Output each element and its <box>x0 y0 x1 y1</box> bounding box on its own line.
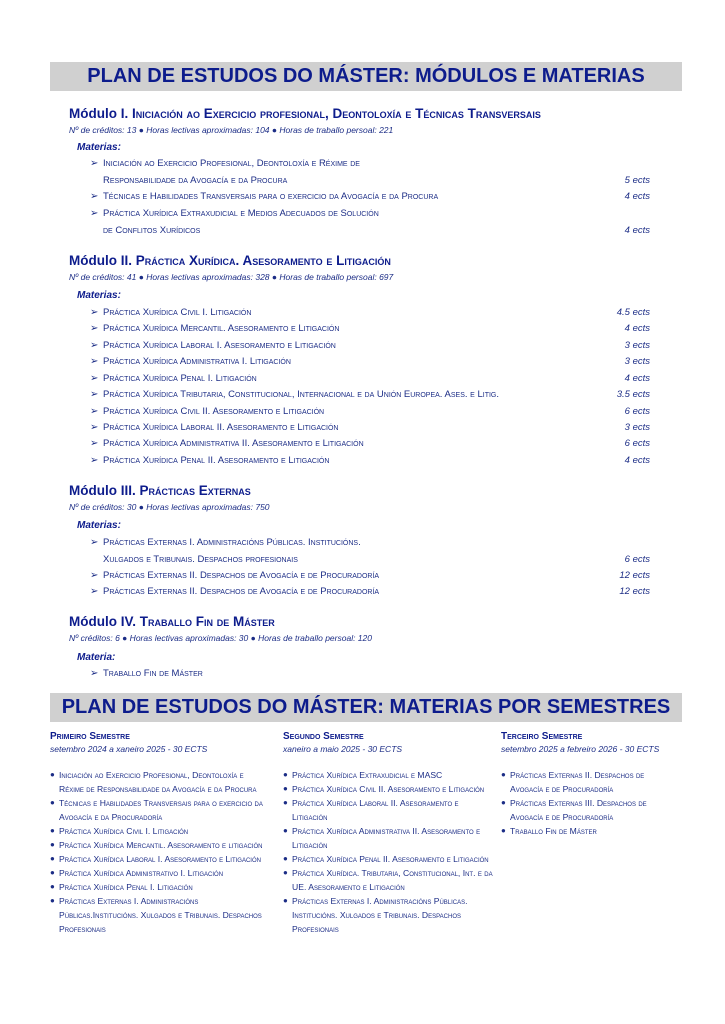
semester-list-item <box>50 824 265 838</box>
module-3-prefix: Módulo III. <box>69 483 136 498</box>
materia-ects: 3 ects <box>624 422 650 433</box>
list-item <box>90 208 650 223</box>
list-item <box>90 586 650 601</box>
semester-3-title: Terceiro Semestre <box>501 731 583 742</box>
arrow-bullet-icon: ➢ <box>90 406 99 417</box>
list-item <box>90 438 650 453</box>
semester-item-text: Práctica Xurídica Penal II. Asesoramento e Litigación <box>292 854 489 864</box>
list-item <box>90 570 650 585</box>
semester-item-text: Prácticas Externas I. Administracións Públicas. Institucións. Xulgados e Tribunais. Despachos Profesionais <box>292 896 468 934</box>
list-item <box>90 406 650 421</box>
materia-ects: 3 ects <box>624 356 650 367</box>
semester-list-item <box>501 768 679 796</box>
materia-ects: 12 ects <box>619 586 650 597</box>
module-3-title <box>69 483 251 498</box>
bullet-icon: ● <box>283 826 288 835</box>
arrow-bullet-icon: ➢ <box>90 158 99 169</box>
section-header-modules: PLAN DE ESTUDOS DO MÁSTER: MÓDULOS E MATERIAS <box>50 62 682 91</box>
semester-item-text: Práctica Xurídica Civil II. Asesoramento e Litigación <box>292 784 485 794</box>
bullet-icon: ● <box>50 798 55 807</box>
semester-1-title: Primeiro Semestre <box>50 731 130 742</box>
list-item <box>90 323 650 338</box>
arrow-bullet-icon: ➢ <box>90 307 99 318</box>
module-1-meta: Nº de créditos: 13 ● Horas lectivas aproximadas: 104 ● Horas de traballo persoal: 221 <box>69 125 394 135</box>
semester-list-item <box>283 852 493 866</box>
materia-name: Práctica Xurídica Civil II. Asesoramento e Litigación <box>103 406 325 417</box>
materia-name: Prácticas Externas II. Despachos de Avogacía e de Procuradoría <box>103 570 380 581</box>
materia-name: Práctica Xurídica Laboral I. Asesoramento e Litigación <box>103 340 336 351</box>
semester-list-item <box>50 796 265 824</box>
bullet-icon: ● <box>50 896 55 905</box>
materia-name: Prácticas Externas I. Administracións Públicas. Institucións. <box>103 537 361 548</box>
materia-ects: 12 ects <box>619 570 650 581</box>
semester-item-text: Práctica Xurídica Laboral II. Asesoramento e Litigación <box>292 798 459 822</box>
materia-name-cont: de Conflitos Xurídicos <box>103 225 201 236</box>
materia-ects: 4 ects <box>624 191 650 202</box>
list-item <box>90 356 650 371</box>
semester-item-text: Práctica Xurídica Laboral I. Asesoramento e Litigación <box>59 854 261 864</box>
bullet-icon: ● <box>501 826 506 835</box>
semester-item-text: Técnicas e Habilidades Transversais para o exercicio da Avogacía e da Procuradoría <box>59 798 263 822</box>
semester-list-item <box>50 838 265 852</box>
semester-item-text: Práctica Xurídica Penal I. Litigación <box>59 882 193 892</box>
module-4-title <box>69 614 275 629</box>
bullet-icon: ● <box>50 882 55 891</box>
arrow-bullet-icon: ➢ <box>90 537 99 548</box>
materia-name: Técnicas e Habilidades Transversais para o exercicio da Avogacía e da Procura <box>103 191 439 202</box>
module-1-title <box>69 106 541 121</box>
semester-list-item <box>283 894 493 936</box>
semester-list-item <box>50 880 265 894</box>
materia-ects: 5 ects <box>624 175 650 186</box>
semester-item-text: Iniciación ao Exercicio Profesional, Deontoloxía e Réxime de Responsabilidade da Avogacía e da Procura <box>59 770 257 794</box>
semester-3-list <box>501 768 679 838</box>
materia-name: Práctica Xurídica Laboral II. Asesoramento e Litigación <box>103 422 339 433</box>
semester-item-text: Práctica Xurídica Extraxudicial e MASC <box>292 770 443 780</box>
bullet-icon: ● <box>283 784 288 793</box>
bullet-icon: ● <box>50 854 55 863</box>
materia-ects: 4.5 ects <box>616 307 650 318</box>
semester-item-text: Prácticas Externas I. Administracións Públicas.Institucións. Xulgados e Tribunais. Despachos Profesionais <box>59 896 262 934</box>
bullet-icon: ● <box>501 770 506 779</box>
section-header-semesters: PLAN DE ESTUDOS DO MÁSTER: MATERIAS POR SEMESTRES <box>50 693 682 722</box>
bullet-icon: ● <box>50 826 55 835</box>
semester-3-column <box>501 731 679 838</box>
arrow-bullet-icon: ➢ <box>90 668 99 679</box>
arrow-bullet-icon: ➢ <box>90 191 99 202</box>
semester-item-text: Práctica Xurídica Administrativa II. Asesoramento e Litigación <box>292 826 481 850</box>
semester-list-item <box>50 866 265 880</box>
bullet-icon: ● <box>283 896 288 905</box>
semester-2-subtitle: xaneiro a maio 2025 - 30 ECTS <box>283 744 403 754</box>
module-1-prefix: Módulo I. <box>69 106 129 121</box>
bullet-icon: ● <box>50 868 55 877</box>
materia-ects: 4 ects <box>624 373 650 384</box>
list-item <box>90 158 650 173</box>
materia-name: Práctica Xurídica Administrativa I. Litigación <box>103 356 291 367</box>
arrow-bullet-icon: ➢ <box>90 373 99 384</box>
semester-item-text: Prácticas Externas II. Despachos de Avogacía e de Procuradoría <box>510 770 645 794</box>
semester-2-list <box>283 768 493 936</box>
arrow-bullet-icon: ➢ <box>90 586 99 597</box>
module-3-name: Prácticas Externas <box>139 483 251 498</box>
materia-ects: 4 ects <box>624 455 650 466</box>
materia-name: Práctica Xurídica Civil I. Litigación <box>103 307 252 318</box>
list-item <box>90 668 650 683</box>
arrow-bullet-icon: ➢ <box>90 570 99 581</box>
module-2-name: Práctica Xurídica. Asesoramento e Litigación <box>135 253 391 268</box>
materia-name-cont: Xulgados e Tribunais. Despachos profesionais <box>103 554 298 565</box>
semester-1-subtitle: setembro 2024 a xaneiro 2025 - 30 ECTS <box>50 744 208 754</box>
bullet-icon: ● <box>50 770 55 779</box>
semester-1-list <box>50 768 265 936</box>
bullet-icon: ● <box>501 798 506 807</box>
semester-item-text: Práctica Xurídica. Tributaria, Constitucional, Int. e da UE. Asesoramento e Litigación <box>292 868 493 892</box>
materia-name: Iniciación ao Exercicio Profesional, Deontoloxía e Réxime de <box>103 158 360 169</box>
semester-item-text: Prácticas Externas III. Despachos de Avogacía e de Procuradoría <box>510 798 647 822</box>
semester-item-text: Práctica Xurídica Administrativo I. Litigación <box>59 868 224 878</box>
list-item <box>90 225 650 240</box>
arrow-bullet-icon: ➢ <box>90 389 99 400</box>
list-item <box>90 373 650 388</box>
semester-list-item <box>50 894 265 936</box>
semester-list-item <box>501 824 679 838</box>
materia-name: Práctica Xurídica Mercantil. Asesoramento e Litigación <box>103 323 340 334</box>
semester-2-title: Segundo Semestre <box>283 731 364 742</box>
arrow-bullet-icon: ➢ <box>90 356 99 367</box>
materia-name: Prácticas Externas II. Despachos de Avogacía e de Procuradoría <box>103 586 380 597</box>
materia-ects: 3.5 ects <box>616 389 650 400</box>
module-4-materia-label: Materia: <box>77 652 116 663</box>
semester-list-item <box>50 768 265 796</box>
arrow-bullet-icon: ➢ <box>90 340 99 351</box>
module-3-meta: Nº de créditos: 30 ● Horas lectivas aproximadas: 750 <box>69 502 270 512</box>
list-item <box>90 191 650 206</box>
module-4-name: Traballo Fin de Máster <box>139 614 275 629</box>
semester-3-subtitle: setembro 2025 a febreiro 2026 - 30 ECTS <box>501 744 660 754</box>
materia-name: Práctica Xurídica Tributaria, Constitucional, Internacional e da Unión Europea. Ases. e Litig. <box>103 389 500 400</box>
materia-ects: 4 ects <box>624 323 650 334</box>
module-1-name: Iniciación ao Exercicio profesional, Deontoloxía e Técnicas Transversais <box>132 106 541 121</box>
list-item <box>90 340 650 355</box>
module-2-meta: Nº de créditos: 41 ● Horas lectivas aproximadas: 328 ● Horas de traballo persoal: 697 <box>69 272 394 282</box>
materia-ects: 3 ects <box>624 340 650 351</box>
semester-item-text: Práctica Xurídica Mercantil. Asesoramento e litigación <box>59 840 263 850</box>
materia-ects: 6 ects <box>624 406 650 417</box>
module-1-materias-label: Materias: <box>77 142 121 153</box>
arrow-bullet-icon: ➢ <box>90 208 99 219</box>
semester-list-item <box>283 866 493 894</box>
semester-list-item <box>283 796 493 824</box>
arrow-bullet-icon: ➢ <box>90 438 99 449</box>
materia-name: Traballo Fin de Máster <box>103 668 203 679</box>
arrow-bullet-icon: ➢ <box>90 323 99 334</box>
materia-name-cont: Responsabilidade da Avogacía e da Procura <box>103 175 288 186</box>
semester-list-item <box>283 824 493 852</box>
semester-list-item <box>50 852 265 866</box>
materia-ects: 4 ects <box>624 225 650 236</box>
list-item <box>90 554 650 569</box>
list-item <box>90 175 650 190</box>
list-item <box>90 307 650 322</box>
semester-item-text: Traballo Fin de Máster <box>510 826 597 836</box>
bullet-icon: ● <box>283 770 288 779</box>
materia-name: Práctica Xurídica Penal I. Litigación <box>103 373 257 384</box>
materia-ects: 6 ects <box>624 438 650 449</box>
module-2-prefix: Módulo II. <box>69 253 132 268</box>
semester-2-column <box>283 731 493 936</box>
list-item <box>90 422 650 437</box>
semester-list-item <box>501 796 679 824</box>
materia-ects: 6 ects <box>624 554 650 565</box>
semester-1-column <box>50 731 265 936</box>
module-2-materias-label: Materias: <box>77 290 121 301</box>
materia-name: Práctica Xurídica Administrativa II. Asesoramento e Litigación <box>103 438 364 449</box>
module-4-prefix: Módulo IV. <box>69 614 136 629</box>
materia-name: Práctica Xurídica Extraxudicial e Medios Adecuados de Solución <box>103 208 379 219</box>
module-4-meta: Nº créditos: 6 ● Horas lectivas aproximadas: 30 ● Horas de traballo persoal: 120 <box>69 633 372 643</box>
bullet-icon: ● <box>50 840 55 849</box>
module-3-materias-label: Materias: <box>77 520 121 531</box>
module-2-title <box>69 253 391 268</box>
materia-name: Práctica Xurídica Penal II. Asesoramento e Litigación <box>103 455 330 466</box>
semester-list-item <box>283 782 493 796</box>
arrow-bullet-icon: ➢ <box>90 455 99 466</box>
semester-item-text: Práctica Xurídica Civil I. Litigación <box>59 826 189 836</box>
bullet-icon: ● <box>283 868 288 877</box>
list-item <box>90 455 650 470</box>
list-item <box>90 389 650 404</box>
bullet-icon: ● <box>283 798 288 807</box>
arrow-bullet-icon: ➢ <box>90 422 99 433</box>
semester-list-item <box>283 768 493 782</box>
bullet-icon: ● <box>283 854 288 863</box>
list-item <box>90 537 650 552</box>
